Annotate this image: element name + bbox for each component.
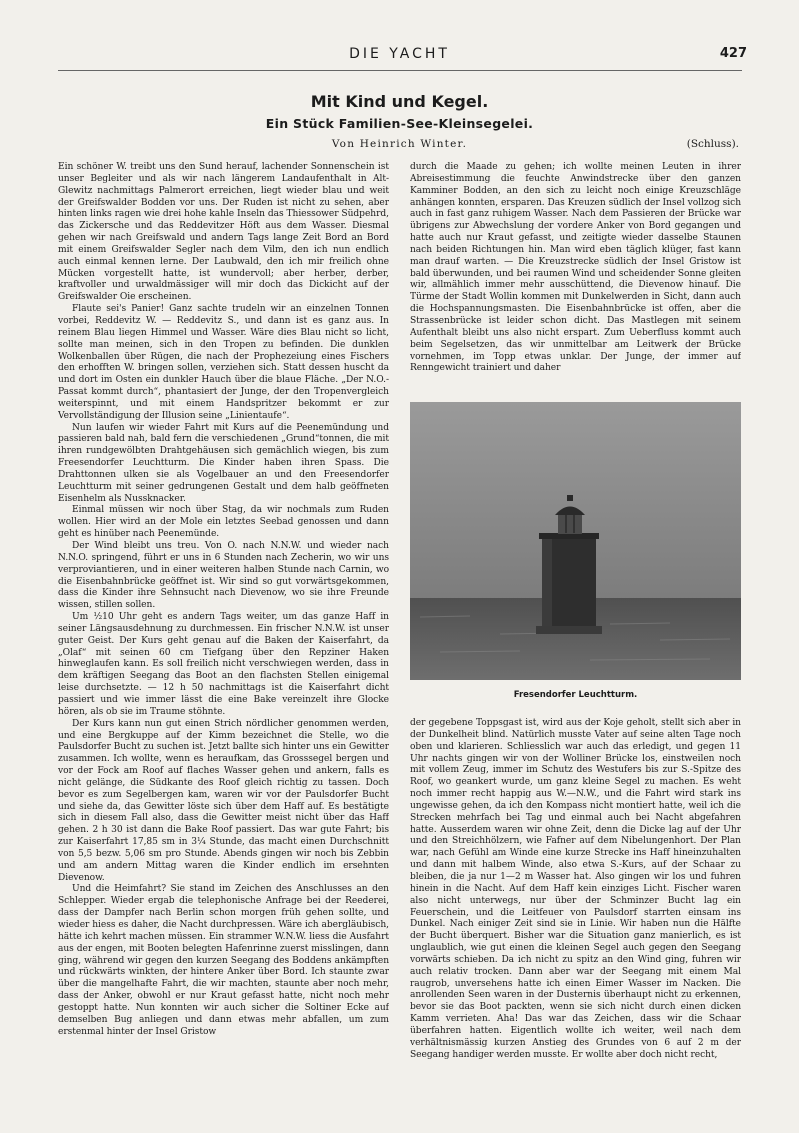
continuation-note: (Schluss). (686, 138, 739, 150)
journal-title: DIE YACHT (349, 46, 450, 62)
right-column-top (410, 162, 741, 394)
lighthouse-photo (410, 402, 741, 680)
article-byline: Von Heinrich Winter. (331, 138, 468, 150)
right-column-bottom (410, 718, 741, 1094)
page-number: 427 (719, 46, 747, 61)
figure-caption: Fresendorfer Leuchtturm. (513, 690, 638, 700)
paragraph: Ein schöner W. treibt uns den Sund herauf, lachender Sonnenschein ist unser Begleiter und als wir nach längerem Landaufenthalt in Alt-Glewitz nachmittags Palmerort erreichen, liegt wieder blau und weit der Greifswalder Bodden vor uns. Der Ruden ist nicht zu sehen, aber hinten links ragen wie drei hohe kahle Inseln das Thiessower Südpehrd, das Zickersche und das Reddevitzer Höft aus dem Wasser. Diesmal gehen wir nach Greifswald und andern Tags lange Zeit Bord an Bord mit einem Greifswalder Segler nach dem Vilm, den ich nun endlich auch einmal kennen lerne. Der Laubwald, den ich mir freilich ohne Mücken vorgestellt hatte, ist wundervoll; aber herber, derber, kraftvoller und urwaldmässiger will mir doch das Dickicht auf der Greifswalder Oie erscheinen. (58, 162, 389, 303)
lighthouse-illustration (410, 402, 741, 680)
header-rule (58, 70, 742, 71)
paragraph: Flaute sei's Panier! Ganz sachte trudeln wir an einzelnen Tonnen vorbei, Reddevitz W. — Reddevitz S., und dann ist es ganz aus. In reinem Blau liegen Himmel und Wasser. Wäre dies Blau nicht so licht, sollte man meinen, sich in den Tropen zu befinden. Die dunklen Wolkenballen über Rügen, die nach der Prophezeiung eines Fischers den erhofften W. bringen sollen, verziehen sich. Statt dessen huscht da und dort im Osten ein dunkler Hauch über die blaue Fläche. „Der N.O.-Passat kommt durch“, phantasiert der Junge, der den Tropenvergleich weiterspinnt, und mit einem Handspritzer bekommt er zur Vervollständigung der Illusion seine „Linientaufe“. (58, 304, 389, 421)
article-title: Mit Kind und Kegel. (310, 92, 489, 111)
left-column (58, 162, 389, 1094)
paragraph: der gegebene Toppsgast ist, wird aus der Koje geholt, stellt sich aber in der Dunkelheit blind. Natürlich musste Vater auf seine alten Tage noch oben und klarieren. Schliesslich war auch das erledigt, und gegen 11 Uhr nachts gingen wir von der Wolliner Brücke los, einstweilen noch mit vollem Zeug, immer im Schutz des Westufers bis zur S.-Spitze des Roof, wo geankert wurde, um ganz kleine Segel zu machen. Es weht noch immer recht happig aus W.—N.W., und die Fahrt wird stark ins ungewisse gehen, da ich den Kompass nicht montiert hatte, weil ich die Strecken mehrfach bei Tag und einmal auch bei Nacht abgefahren hatte. Ausserdem waren wir ohne Zeit, denn die Dicke lag auf der Uhr und den Streichhölzern, wie Fafner auf dem Nibelungenhort. Der Plan war, nach Gefühl am Winde eine kurze Strecke ins Haff hineinzuhalten und dann mit halbem Winde, also etwa S.-Kurs, auf der Schaar zu bleiben, die ja nur 1—2 m Wasser hat. Also gingen wir los und fuhren hinein in die Nacht. Auf dem Haff kein einziges Licht. Fischer waren also nicht unterwegs, nur über der Schminzer Bucht lag ein Feuerschein, und die Leitfeuer von Paulsdorf starrten einsam ins Dunkel. Nach einiger Zeit sind sie in Linie. Wir haben nun die Hälfte der Bucht überquert. Bisher war die Situation ganz manierlich, es ist unglaublich, wie gut einen die kleinen Segel auch gegen den Seegang vorwärts schieben. Da ich nicht zu spitz an den Wind ging, fuhren wir auch relativ trocken. Dann aber war der Seegang mit einem Mal raugrob, unversehens hatte ich einen Eimer Wasser im Nacken. Die anrollenden Seen waren in der Dusternis überhaupt nicht zu erkennen, bevor sie das Boot packten, wenn sie sich nicht durch einen dicken Kamm verrieten. Aha! Das war das Zeichen, dass wir die Schaar überfahren hatten. Eigentlich wollte ich weiter, weil nach dem verhältnismässig kurzen Anstieg des Grundes von 6 auf 2 m der Seegang handiger werden musste. Er wollte aber doch nicht recht, (410, 718, 741, 1060)
paragraph: Der Wind bleibt uns treu. Von O. nach N.N.W. und wieder nach N.N.O. springend, führt er uns in 6 Stunden nach Zecherin, wo wir uns verproviantieren, und in einer weiteren halben Stunde nach Carnin, wo die Eisenbahnbrücke geöffnet ist. Wir sind so gut vorwärtsgekommen, dass die Kinder ihre Sehnsucht nach Dievenow, wo sie ihre Freunde wissen, stillen sollen. (58, 541, 389, 611)
paragraph: Der Kurs kann nun gut einen Strich nördlicher genommen werden, und eine Bergkuppe auf der Kimm bezeichnet die Stelle, wo die Paulsdorfer Bucht zu suchen ist. Jetzt ballte sich hinter uns ein Gewitter zusammen. Ich wollte, wenn es heraufkam, das Grosssegel bergen und vor der Fock am Roof auf flaches Wasser gehen und ankern, falls es nicht gelänge, die Südkante des Roof gleich richtig zu tassen. Doch bevor es zum Segelbergen kam, waren wir vor der Paulsdorfer Bucht und siehe da, das Gewitter löste sich über dem Haff auf. Es bestätigte sich in diesem Fall also, dass die Gewitter meist nicht über das Haff gehen. 2 h 30 ist dann die Bake Roof passiert. Das war gute Fahrt; bis zur Kaiserfahrt 17,85 sm in 3¼ Stunde, das macht einen Durchschnitt von 5,5 bezw. 5,06 sm pro Stunde. Abends gingen wir noch bis Zebbin und am andern Mittag waren die Kinder endlich im ersehnten Dievenow. (58, 718, 389, 883)
paragraph: Einmal müssen wir noch über Stag, da wir nochmals zum Ruden wollen. Hier wird an der Mole ein letztes Seebad genossen und dann geht es hinüber nach Peenemünde. (58, 505, 389, 540)
paragraph: Um ½10 Uhr geht es andern Tags weiter, um das ganze Haff in seiner Längsausdehnung zu durchmessen. Ein frischer N.N.W. ist unser guter Geist. Der Kurs geht genau auf die Baken der Kaiserfahrt, da „Olaf“ mit seinen 60 cm Tiefgang über den Repziner Haken hinweglaufen kann. Es soll freilich nicht verschwiegen werden, dass in dem kräftigen Seegang das Boot an den flachsten Stellen einigemal leise durchsetzte. — 12 h 50 nachmittags ist die Kaiserfahrt dicht passiert und wie immer lässt die eine Bake vereinzelt ihre Glocke hören, als ob sie im Traume stöhnte. (58, 612, 389, 717)
paragraph: Nun laufen wir wieder Fahrt mit Kurs auf die Peenemündung und passieren bald nah, bald fern die verschiedenen „Grund“tonnen, die mit ihren rundgewölbten Drahtgehäusen sich gemächlich wiegen, bis zum Freesendorfer Leuchtturm. Die Kinder haben ihren Spass. Die Drahttonnen ulken sie als Vogelbauer an und den Freesendorfer Leuchtturm mit seiner gedrungenen Gestalt und dem halb geöffneten Eisenhelm als Nussknacker. (58, 422, 389, 504)
paragraph: Und die Heimfahrt? Sie stand im Zeichen des Anschlusses an den Schlepper. Wieder ergab die telephonische Anfrage bei der Reederei, dass der Dampfer nach Berlin schon morgen früh gehen sollte, und wieder hiess es daher, die Nacht durchpressen. Wäre ich abergläubisch, hätte ich kehrt machen müssen. Ein strammer W.N.W. liess die Ausfahrt aus der engen, mit Booten belegten Hafenrinne zuerst misslingen, dann ging, während wir gegen den kurzen Seegang des Boddens ankämpften und rückwärts winkten, der hintere Anker über Bord. Ich staunte zwar über die mangelhafte Fahrt, die wir machten, staunte aber noch mehr, dass der Anker, obwohl er nur Kraut gefasst hatte, nicht noch mehr gestoppt hatte. Nun konnten wir auch sicher die Soltiner Ecke auf demselben Bug anliegen und dann etwas mehr abfallen, um zum erstenmal hinter der Insel Gristow (58, 884, 389, 1037)
paragraph: durch die Maade zu gehen; ich wollte meinen Leuten in ihrer Abreisestimmung die feuchte Anwindstrecke über den ganzen Kamminer Bodden, an den sich zu leicht noch einige Kreuzschläge anhängen konnten, ersparen. Das Kreuzen südlich der Insel vollzog sich auch in fast ganz ruhigem Wasser. Nach dem Passieren der Brücke war übrigens zur Abwechslung der vordere Anker von Bord gegangen und hatte auch nur Kraut gefasst, und zeitigte wieder dasselbe Staunen nach beiden Richtungen hin. Man wird eben täglich klüger, fast kann man drauf warten. — Die Kreuzstrecke südlich der Insel Gristow ist bald überwunden, und bei raumen Wind und scheidender Sonne gleiten wir, allmählich immer mehr ausschüttend, die Dievenow hinauf. Die Türme der Stadt Wollin kommen mit Dunkelwerden in Sicht, dann auch die Hochspannungsmasten. Die Eisenbahnbrücke ist offen, aber die Strassenbrücke ist leider schon dicht. Das Mastlegen mit seinem Aufenthalt bleibt uns also nicht erspart. Zum Ueberfluss kommt auch beim Segelsetzen, das wir unmittelbar am Leitwerk der Brücke vornehmen, im Topp etwas unklar. Der Junge, der immer auf Renngewicht trainiert und daher (410, 162, 741, 374)
article-subtitle: Ein Stück Familien-See-Kleinsegelei. (265, 116, 534, 131)
running-header (0, 44, 799, 66)
